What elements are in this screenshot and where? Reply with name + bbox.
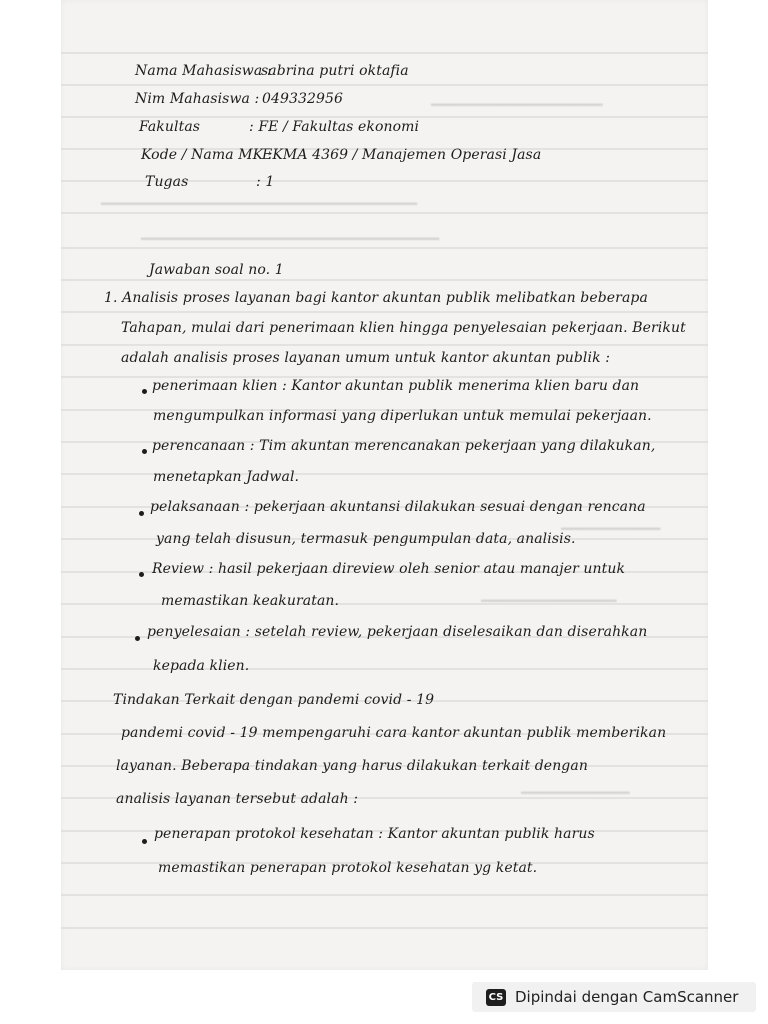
list-item-penyelesaian-line-2: kepada klien. [153,658,250,674]
camscanner-watermark-text: Dipindai dengan CamScanner [515,988,739,1006]
list-item-review-line-1: Review : hasil pekerjaan direview oleh senior atau manajer untuk [152,561,626,577]
list-item-perencanaan-line-2: menetapkan Jadwal. [153,469,300,485]
camscanner-logo-icon: CS [486,989,506,1006]
covid-section-title: Tindakan Terkait dengan pandemi covid - 19 [113,692,435,708]
covid-paragraph-line-1: pandemi covid - 19 mempengaruhi cara kantor akuntan publik memberikan [121,725,667,741]
list-item-pelaksanaan-line-1: pelaksanaan : pekerjaan akuntansi dilakukan sesuai dengan rencana [150,499,646,515]
covid-paragraph-line-3: analisis layanan tersebut adalah : [116,791,359,807]
list-item-penyelesaian-line-1: penyelesaian : setelah review, pekerjaan diselesaikan dan diserahkan [147,624,648,640]
show-through-ghost: ━━━━━━━━━━━━━━━━━━━━━━━━━━━━━━━━━ [141,230,440,248]
list-item-protokol-line-1: penerapan protokol kesehatan : Kantor akuntan publik harus [154,826,595,842]
faculty-label: Fakultas [139,119,201,135]
list-item-review-line-2: memastikan keakuratan. [161,593,340,609]
answer-intro-line-2: Tahapan, mulai dari penerimaan klien hingga penyelesaian pekerjaan. Berikut [121,320,686,336]
list-item-pelaksanaan-line-2: yang telah disusun, termasuk pengumpulan data, analisis. [156,531,576,547]
show-through-ghost: ━━━━━━━━━━━━━━━━━━━━━━━━━━━━━━━━━━━ [101,195,418,213]
ruled-lines [61,0,708,970]
show-through-ghost: ━━━━━━━━━━━━━━━ [481,592,617,610]
faculty-value: : FE / Fakultas ekonomi [249,119,420,135]
covid-paragraph-line-2: layanan. Beberapa tindakan yang harus dilakukan terkait dengan [116,758,588,774]
student-id-label: Nim Mahasiswa : [135,91,260,107]
bullet-dot [139,511,144,516]
assignment-label: Tugas [145,174,189,190]
list-item-perencanaan-line-1: perencanaan : Tim akuntan merencanakan pekerjaan yang dilakukan, [152,438,656,454]
student-name-label: Nama Mahasiswa : [135,63,272,79]
answer-title: Jawaban soal no. 1 [149,262,284,278]
bullet-dot [142,839,147,844]
course-value: EKMA 4369 / Manajemen Operasi Jasa [262,147,542,163]
bullet-dot [135,636,140,641]
assignment-value: : 1 [256,174,275,190]
list-item-penerimaan-line-2: mengumpulkan informasi yang diperlukan untuk memulai pekerjaan. [153,408,652,424]
answer-intro-line-3: adalah analisis proses layanan umum untuk kantor akuntan publik : [121,350,611,366]
bullet-dot [142,449,147,454]
show-through-ghost: ━━━━━━━━━━━━ [521,784,630,802]
student-name-value: sabrina putri oktafia [261,63,409,79]
student-id-value: 049332956 [262,91,344,107]
answer-intro-line-1: 1. Analisis proses layanan bagi kantor akuntan publik melibatkan beberapa [104,290,648,306]
list-item-protokol-line-2: memastikan penerapan protokol kesehatan yg ketat. [158,860,538,876]
bullet-dot [139,572,144,577]
bullet-dot [142,389,147,394]
course-label: Kode / Nama MK : [141,147,273,163]
show-through-ghost: ━━━━━━━━━━━ [561,520,661,538]
camscanner-watermark [472,982,756,1012]
scanned-notebook-page [61,0,708,970]
show-through-ghost: ━━━━━━━━━━━━━━━━━━━ [431,96,603,114]
list-item-penerimaan-line-1: penerimaan klien : Kantor akuntan publik menerima klien baru dan [152,378,640,394]
